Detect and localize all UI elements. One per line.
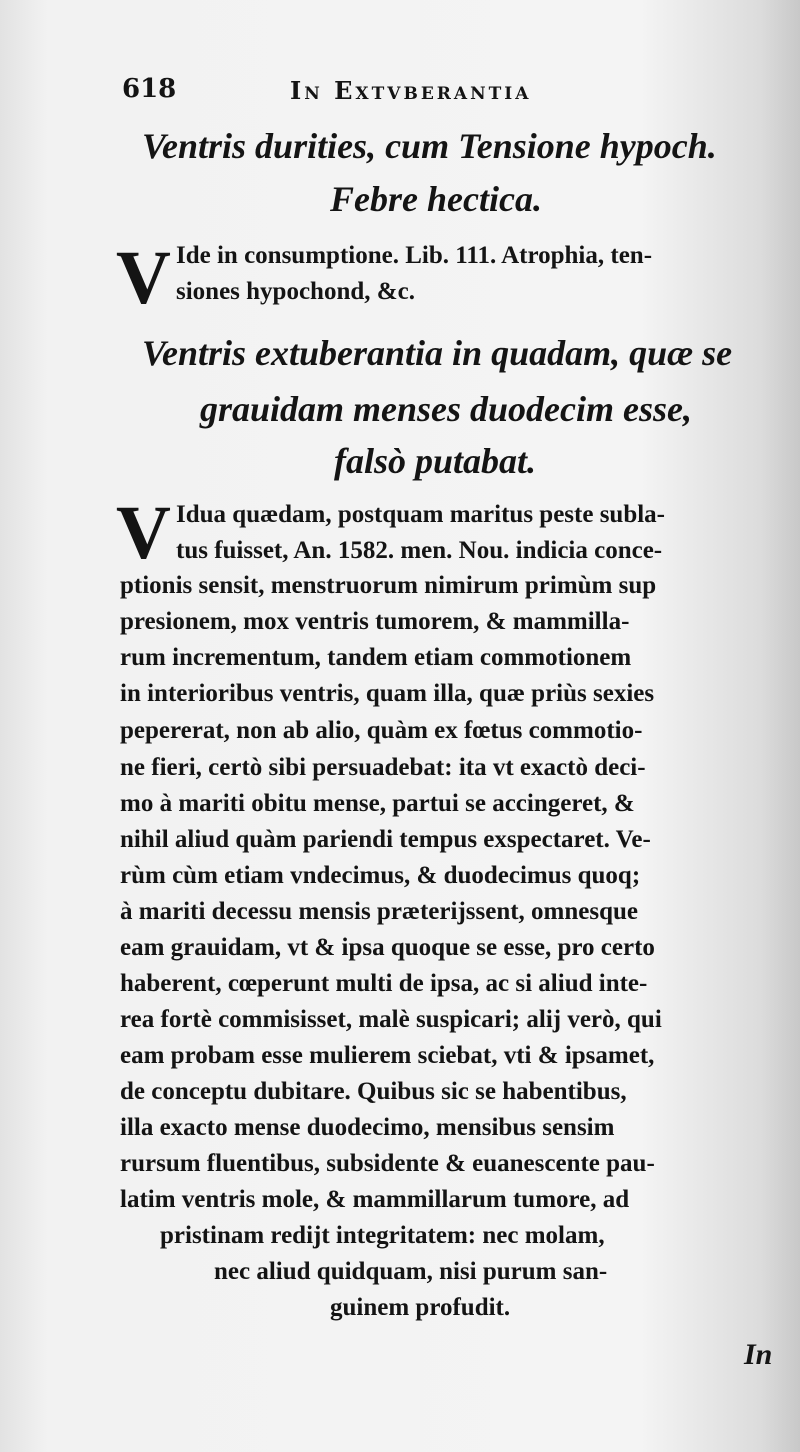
section2-dropcap: V: [116, 491, 171, 575]
section2-line-15: rea fortè commisisset, malè suspicari; alij verò, qui: [120, 1006, 662, 1033]
section1-title-line-1: Ventris durities, cum Tensione hypoch.: [142, 126, 717, 166]
running-head: In Extvberantia: [290, 76, 532, 105]
section2-line-22: nec aliud quidquam, nisi purum san-: [214, 1258, 608, 1285]
section2-line-11: rùm cùm etiam vndecimus, & duodecimus quoq;: [120, 862, 641, 889]
section2-line-1: Idua quædam, postquam maritus peste subla-: [176, 501, 666, 528]
section1-title-line-2: Febre hectica.: [330, 179, 542, 219]
section2-line-21: pristinam redijt integritatem: nec molam,: [160, 1222, 605, 1249]
page-header: [122, 70, 722, 110]
section2-line-19: rursum fluentibus, subsidente & euanescente pau-: [120, 1150, 655, 1177]
section1-dropcap: V: [116, 236, 171, 320]
section2-title-line-3: falsò putabat.: [334, 441, 537, 481]
catchword: In: [744, 1338, 773, 1371]
section2-line-18: illa exacto mense duodecimo, mensibus sensim: [120, 1114, 615, 1141]
section2-line-16: eam probam esse mulierem sciebat, vti & ipsamet,: [120, 1042, 655, 1069]
section2-line-13: eam grauidam, vt & ipsa quoque se esse, pro certo: [120, 934, 655, 961]
section2-line-8: ne fieri, certò sibi persuadebat: ita vt exactò deci-: [120, 754, 646, 781]
section2-line-12: à mariti decessu mensis præterijssent, omnesque: [120, 898, 639, 925]
section2-line-23: guinem profudit.: [330, 1294, 511, 1321]
section2-line-7: pepererat, non ab alio, quàm ex fœtus commotio-: [120, 717, 643, 744]
section2-line-4: presionem, mox ventris tumorem, & mammilla-: [120, 608, 630, 635]
section2-line-17: de conceptu dubitare. Quibus sic se habentibus,: [120, 1078, 627, 1105]
section1-line-2: siones hypochond, &c.: [176, 278, 415, 305]
section2-line-6: in interioribus ventris, quam illa, quæ priùs sexies: [120, 680, 655, 707]
section2-line-5: rum incrementum, tandem etiam commotionem: [120, 644, 632, 671]
section2-line-10: nihil aliud quàm pariendi tempus exspectaret. Ve-: [120, 826, 651, 853]
section2-line-2: tus fuisset, An. 1582. men. Nou. indicia conce-: [176, 537, 663, 564]
section2-line-9: mo à mariti obitu mense, partui se accingeret, &: [120, 790, 635, 817]
section2-line-14: haberent, cœperunt multi de ipsa, ac si aliud inte-: [120, 970, 648, 997]
page-number: 618: [122, 74, 177, 104]
section2-line-20: latim ventris mole, & mammillarum tumore, ad: [120, 1186, 630, 1213]
section2-title-line-1: Ventris extuberantia in quadam, quæ se: [142, 333, 733, 373]
section1-line-1: Ide in consumptione. Lib. 111. Atrophia, ten-: [176, 242, 653, 269]
section2-title-line-2: grauidam menses duodecim esse,: [200, 389, 692, 429]
section2-line-3: ptionis sensit, menstruorum nimirum primùm sup: [120, 572, 657, 599]
